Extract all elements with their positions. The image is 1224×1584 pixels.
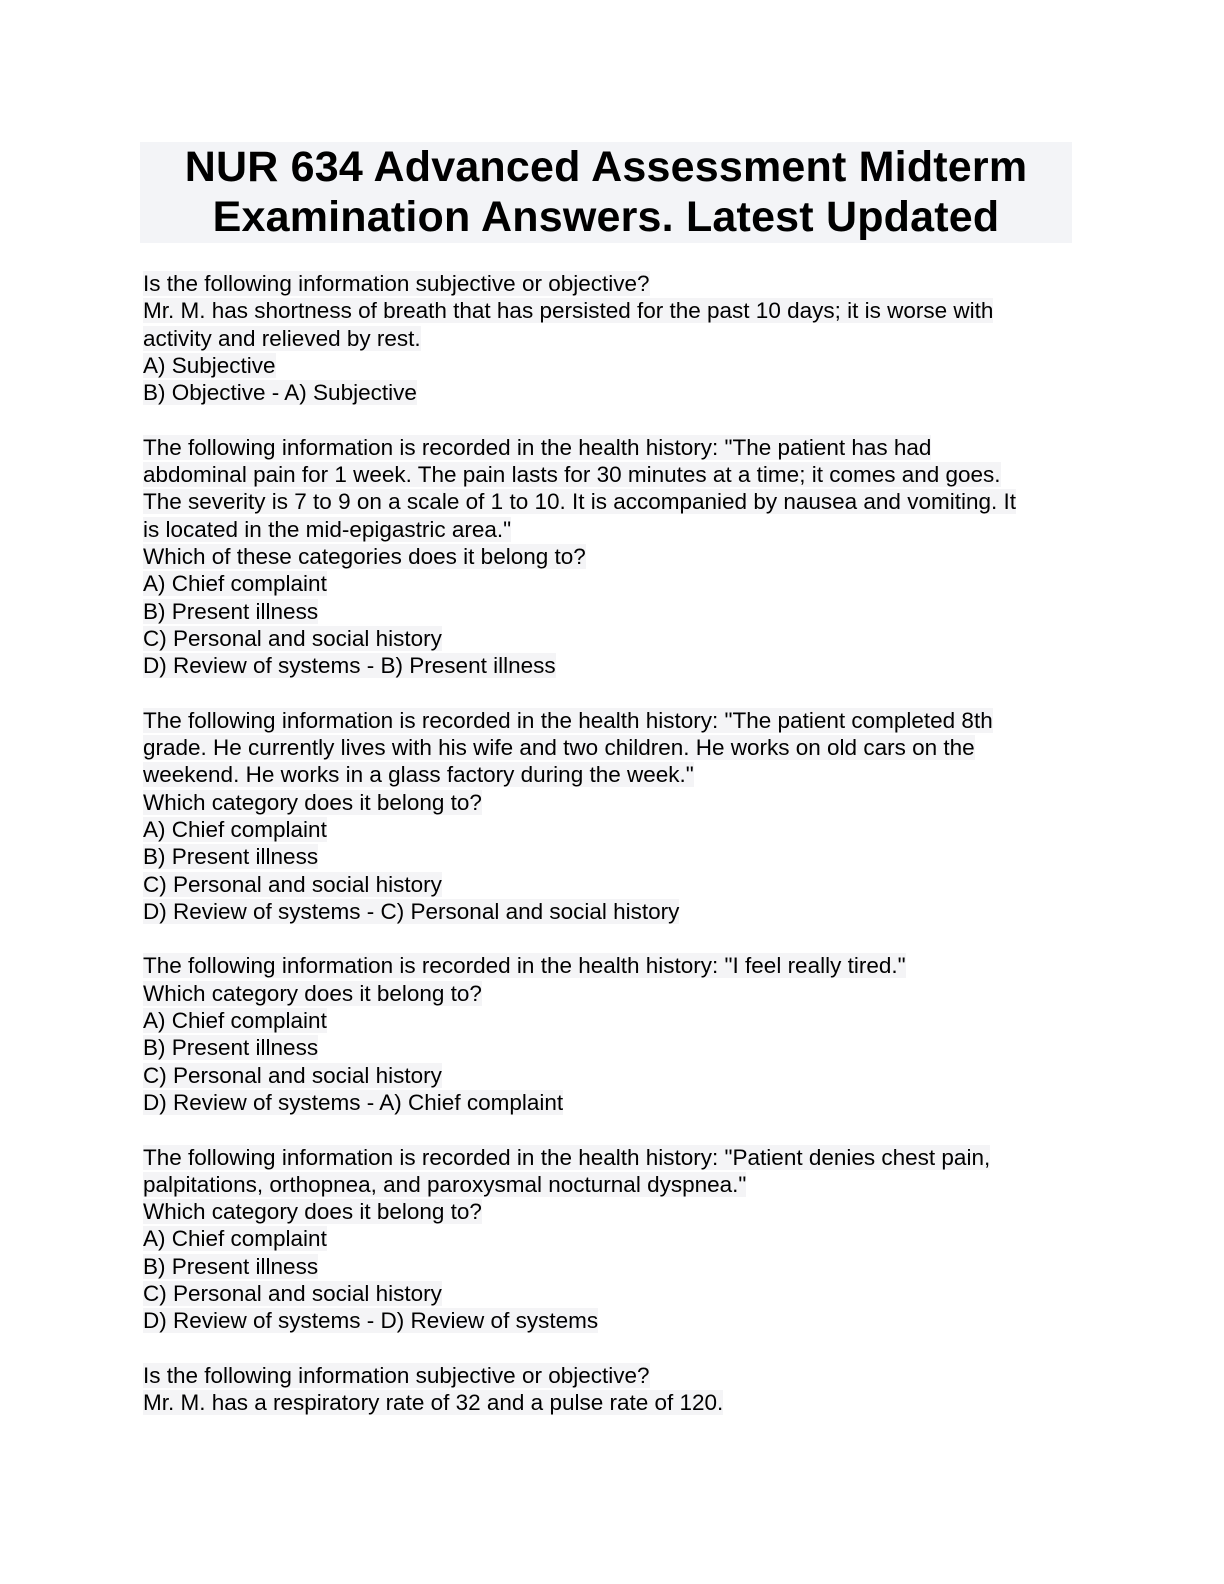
question-line [143, 516, 1073, 543]
question-line-text: abdominal pain for 1 week. The pain lasts for 30 minutes at a time; it comes and goes. [143, 462, 1001, 488]
question-line [143, 816, 1073, 843]
question-line [143, 843, 1073, 870]
question-line-text: D) Review of systems - B) Present illness [143, 653, 556, 679]
question-line [143, 789, 1073, 816]
question-line-text: The following information is recorded in the health history: "Patient denies chest pain, [143, 1144, 991, 1170]
question-line-text: C) Personal and social history [143, 1062, 442, 1088]
question-line [143, 461, 1073, 488]
document-title [140, 142, 1072, 243]
question-line-text: Which of these categories does it belong to? [143, 543, 586, 569]
question-line-text: Which category does it belong to? [143, 789, 482, 815]
question-line-text: is located in the mid-epigastric area." [143, 516, 512, 542]
question-line [143, 980, 1073, 1007]
question-list [143, 270, 1073, 1444]
question-line-text: D) Review of systems - A) Chief complaint [143, 1089, 564, 1115]
question-line [143, 1253, 1073, 1280]
question-line-text: The following information is recorded in the health history: "The patient has had [143, 434, 932, 460]
question-line [143, 734, 1073, 761]
question-block [143, 707, 1073, 925]
question-line [143, 625, 1073, 652]
question-line-text: B) Objective - A) Subjective [143, 380, 417, 406]
question-line-text: palpitations, orthopnea, and paroxysmal nocturnal dyspnea." [143, 1171, 747, 1197]
question-line-text: B) Present illness [143, 598, 319, 624]
question-line-text: Mr. M. has a respiratory rate of 32 and a pulse rate of 120. [143, 1390, 724, 1416]
question-line-text: A) Chief complaint [143, 1226, 327, 1252]
question-line-text: Is the following information subjective or objective? [143, 271, 650, 296]
question-block [143, 952, 1073, 1116]
question-line-text: The following information is recorded in the health history: "The patient completed 8th [143, 707, 993, 733]
question-line [143, 761, 1073, 788]
question-block [143, 1362, 1073, 1417]
question-block [143, 270, 1073, 406]
question-line-text: Which category does it belong to? [143, 1199, 482, 1225]
question-line-text: B) Present illness [143, 1253, 319, 1279]
question-line [143, 1225, 1073, 1252]
question-line-text: D) Review of systems - C) Personal and social history [143, 898, 680, 924]
question-line [143, 1198, 1073, 1225]
question-line-text: The following information is recorded in the health history: "I feel really tired." [143, 953, 906, 979]
question-line [143, 652, 1073, 679]
question-line-text: activity and relieved by rest. [143, 325, 421, 351]
question-line [143, 871, 1073, 898]
question-line [143, 1062, 1073, 1089]
question-line [143, 379, 1073, 406]
title-line-1: NUR 634 Advanced Assessment Midterm [184, 143, 1028, 191]
question-line [143, 543, 1073, 570]
question-line-text: D) Review of systems - D) Review of systems [143, 1308, 599, 1334]
question-line-text: A) Subjective [143, 352, 276, 378]
question-line [143, 898, 1073, 925]
question-line [143, 352, 1073, 379]
question-line [143, 488, 1073, 515]
question-line [143, 1089, 1073, 1116]
question-block [143, 1144, 1073, 1335]
question-line [143, 297, 1073, 324]
question-line [143, 1280, 1073, 1307]
question-line [143, 1007, 1073, 1034]
question-line [143, 952, 1073, 979]
question-line [143, 1144, 1073, 1171]
question-line-text: Which category does it belong to? [143, 980, 482, 1006]
question-line-text: B) Present illness [143, 1035, 319, 1061]
question-line-text: A) Chief complaint [143, 816, 327, 842]
question-line-text: C) Personal and social history [143, 1280, 442, 1306]
question-line [143, 270, 1073, 297]
title-line-2: Examination Answers. Latest Updated [212, 193, 1000, 241]
question-line [143, 1389, 1073, 1416]
question-line-text: C) Personal and social history [143, 871, 442, 897]
question-line-text: Is the following information subjective or objective? [143, 1362, 650, 1388]
question-line [143, 1307, 1073, 1334]
question-line-text: B) Present illness [143, 844, 319, 870]
question-line-text: grade. He currently lives with his wife and two children. He works on old cars on the [143, 735, 975, 761]
question-line [143, 325, 1073, 352]
question-line-text: C) Personal and social history [143, 625, 442, 651]
question-line [143, 570, 1073, 597]
question-line [143, 1362, 1073, 1389]
question-line-text: weekend. He works in a glass factory during the week." [143, 762, 694, 788]
question-line-text: The severity is 7 to 9 on a scale of 1 to 10. It is accompanied by nausea and vomiting. It [143, 489, 1016, 515]
question-line-text: A) Chief complaint [143, 571, 327, 597]
question-line [143, 598, 1073, 625]
question-block [143, 434, 1073, 680]
question-line [143, 1034, 1073, 1061]
question-line [143, 434, 1073, 461]
question-line-text: A) Chief complaint [143, 1008, 327, 1034]
question-line-text: Mr. M. has shortness of breath that has persisted for the past 10 days; it is worse with [143, 298, 994, 324]
question-line [143, 1171, 1073, 1198]
question-line [143, 707, 1073, 734]
